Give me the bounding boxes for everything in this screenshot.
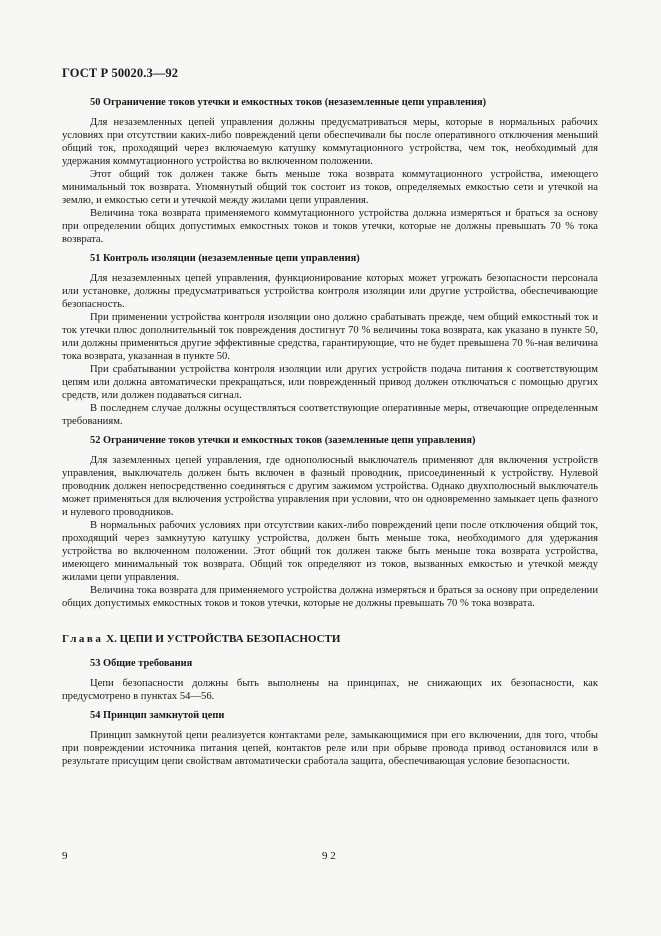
section-51-paragraph: В последнем случае должны осуществляться соответствующие оперативные меры, отвечающие определенным требованиям. xyxy=(62,403,598,427)
section-54-paragraph: Принцип замкнутой цепи реализуется контактами реле, замыкающимися при его включении, для того, чтобы при повреждении источника питания цепей, контактов реле или при обрыве провода привод остановился или в результате присущим цепи свойствам автоматически сработала защита, обеспечивающая условие безопасности. xyxy=(62,730,598,767)
page-number-left: 9 xyxy=(62,850,68,862)
chapter-heading xyxy=(62,633,598,646)
section-51-title: 51 Контроль изоляции (незаземленные цепи управления) xyxy=(90,253,360,264)
section-52-paragraph: В нормальных рабочих условиях при отсутствии каких-либо повреждений цепи после отключения общий ток, проходящий через замкнутую катушку устройства, должен быть меньше тока, необходимого для удержания устройства во включенном положении. Этот общий ток должен также быть меньше тока возврата устройства, имеющего минимальный ток возврата. Общий ток определяют из токов, вызванных емкостью и утечкой между жилами цепи управления. xyxy=(62,520,598,583)
section-52-paragraph: Для заземленных цепей управления, где однополюсный выключатель применяют для включения устройств управления, выключатель должен быть включен в фазный проводник, присоединенный к устройству. Нулевой проводник должен непосредственно соединяться с другим зажимом устройства. Однако двухполюсный выключатель может применяться для включения устройства управления при условии, что он одновременно замыкает цепь фазного и нулевого проводников. xyxy=(62,455,598,518)
section-51-paragraph: При срабатывании устройства контроля изоляции или других устройств подача питания к соответствующим цепям или должна автоматически прекращаться, или поврежденный привод должен отключаться с помощью других средств, или должен подаваться сигнал. xyxy=(62,364,598,401)
section-54-title: 54 Принцип замкнутой цепи xyxy=(90,710,225,721)
section-52-paragraph: Величина тока возврата для применяемого устройства должна измеряться и браться за основу при определении общих допустимых емкостных токов и токов утечки, которые не должны превышать 70 % тока возврата. xyxy=(62,585,598,609)
page-number-center: 9 2 xyxy=(322,850,336,862)
document-header: ГОСТ Р 50020.3—92 xyxy=(62,66,179,80)
document-body xyxy=(62,96,598,768)
chapter-prefix: Глава xyxy=(62,633,104,645)
section-51-paragraph: При применении устройства контроля изоляции оно должно срабатывать прежде, чем общий емкостный ток и ток утечки плюс дополнительный ток повреждения достигнут 70 % величины тока возврата, как указано в пункте 50, или должны применяться другие эффективные средства, гарантирующие, что не будет превышена 70 %-ная величина тока возврата, указанная в пункте 50. xyxy=(62,312,598,362)
section-50-paragraph: Этот общий ток должен также быть меньше тока возврата коммутационного устройства, имеющего минимальный ток возврата. Упомянутый общий ток состоит из токов, определяемых емкостью сети и утечкой на землю, и емкостью сети и утечкой между жилами цепи управления. xyxy=(62,169,598,206)
chapter-title: X. ЦЕПИ И УСТРОЙСТВА БЕЗОПАСНОСТИ xyxy=(106,633,341,645)
section-53-paragraph: Цепи безопасности должны быть выполнены на принципах, не снижающих их безопасности, как предусмотрено в пунктах 54—56. xyxy=(62,678,598,702)
section-51-paragraph: Для незаземленных цепей управления, функционирование которых может угрожать безопасности персонала или установке, должны предусматриваться устройства контроля изоляции или другие устройства, обеспечивающие безопасность. xyxy=(62,273,598,310)
section-52-title: 52 Ограничение токов утечки и емкостных токов (заземленные цепи управления) xyxy=(90,435,476,446)
section-50-paragraph: Для незаземленных цепей управления должны предусматриваться меры, которые в нормальных рабочих условиях при отсутствии каких-либо повреждений цепи обеспечивали бы после оперативного отключения меньший общий ток, проходящий через включаемую катушку коммутационного устройства, чем ток, необходимый для удержания коммутационного устройства во включенном положении. xyxy=(62,117,598,167)
section-50-title: 50 Ограничение токов утечки и емкостных токов (незаземленные цепи управления) xyxy=(90,97,487,108)
section-53-title: 53 Общие требования xyxy=(90,658,193,669)
section-50-paragraph: Величина тока возврата применяемого коммутационного устройства должна измеряться и браться за основу при определении общих допустимых емкостных токов и токов утечки, которые не должны превышать 70 % тока возврата. xyxy=(62,208,598,245)
